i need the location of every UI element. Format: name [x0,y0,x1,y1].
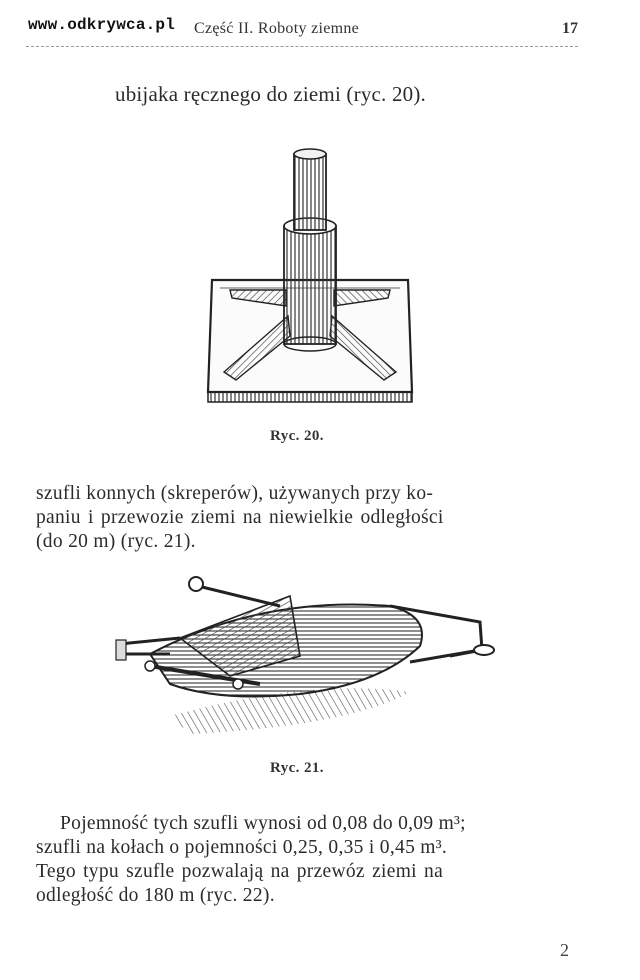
header-rule [26,46,578,47]
paragraph-line: szufli konnych (skreperów), używanych przy ko- [36,483,434,504]
paragraph-line: Tego typu szufle pozwalają na przewóz ziemi na [36,861,444,882]
paragraph-line: (do 20 m) (ryc. 21). [36,531,196,552]
paragraph-line: Pojemność tych szufli wynosi od 0,08 do 0,09 m³; [60,813,466,834]
running-title: Część II. Roboty ziemne [194,20,360,37]
footer-signature-number: 2 [560,940,569,960]
paragraph-line: szufli na kołach o pojemności 0,25, 0,35 i 0,45 m³. [36,837,448,858]
paragraph-line: paniu i przewozie ziemi na niewielkie odległości [36,507,444,528]
intro-line: ubijaka ręcznego do ziemi (ryc. 20). [115,82,426,106]
caption-figure-20: Ryc. 20. [270,428,324,444]
paragraph-line: odległość do 180 m (ryc. 22). [36,885,275,906]
figure-horse-scraper [110,566,510,741]
page-number: 17 [562,20,578,37]
paragraph-scrapers [36,482,584,554]
paragraph-capacity [36,812,584,908]
caption-figure-21: Ryc. 21. [270,760,324,776]
site-watermark: www.odkrywca.pl [28,16,176,34]
figure-hand-rammer [190,140,430,420]
